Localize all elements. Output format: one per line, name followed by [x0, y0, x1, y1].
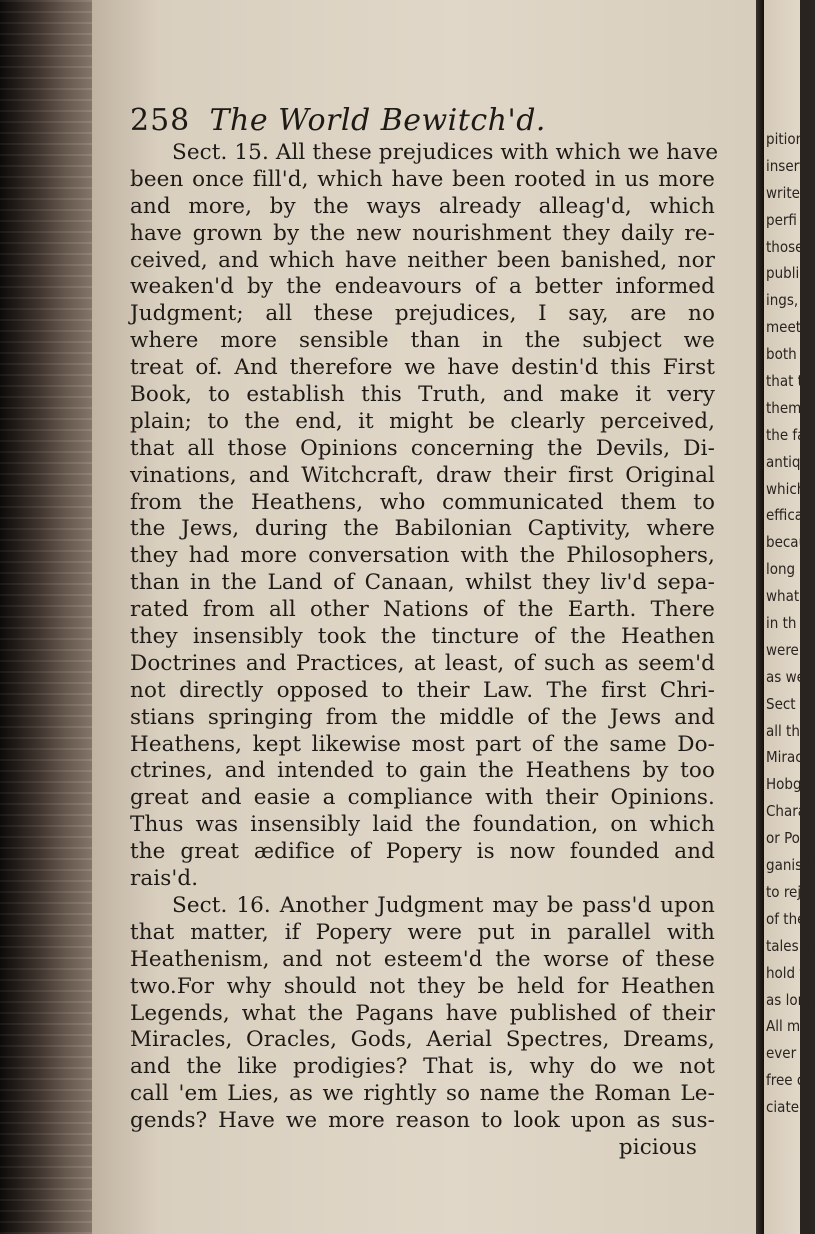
text-line: they had more conversation with the Philosophers, — [130, 543, 715, 569]
fragment-line: what — [766, 587, 800, 606]
fragment-line: as wel — [766, 667, 809, 686]
fragment-line: insert — [766, 156, 805, 175]
fragment-line: tales a — [766, 936, 812, 955]
book-page — [92, 0, 756, 1234]
body-text — [130, 140, 719, 1162]
text-line: weaken'd by the endeavours of a better informed — [130, 274, 715, 300]
fragment-line: Hobg — [766, 775, 802, 794]
text-line: Thus was insensibly laid the foundation, on which — [130, 812, 715, 838]
fragment-line: antiq — [766, 452, 801, 471]
text-line: ctrines, and intended to gain the Heathens by too — [130, 758, 715, 784]
text-line: Sect. 15. All these prejudices with which we have — [172, 140, 719, 165]
text-line: rated from all other Nations of the Earth. There — [130, 597, 715, 623]
text-line: Heathenism, and not esteem'd the worse of these — [130, 946, 715, 972]
text-line: rais'd. — [130, 866, 199, 892]
text-line: not directly opposed to their Law. The first Chri- — [130, 677, 715, 703]
gutter-texture — [0, 0, 92, 1234]
fragment-line: to reje — [766, 882, 810, 901]
text-line: Sect. 16. Another Judgment may be pass'd upon — [172, 892, 715, 918]
text-line: Book, to establish this Truth, and make it very — [130, 382, 715, 408]
text-line: that all those Opinions concerning the Devils, Di- — [130, 435, 715, 461]
text-line: gends? Have we more reason to look upon as sus- — [130, 1108, 715, 1134]
fragment-line: efficac — [766, 506, 811, 525]
fragment-line: or Po — [766, 829, 800, 848]
fragment-line: were — [766, 640, 799, 659]
fragment-line: all th — [766, 721, 800, 740]
fragment-line: All m — [766, 1017, 801, 1036]
text-line: two.For why should not they be held for Heathen — [130, 973, 715, 999]
text-line: Miracles, Oracles, Gods, Aerial Spectres, Dreams, — [130, 1027, 715, 1053]
fragment-line: long — [766, 560, 796, 579]
text-line: Heathens, kept likewise most part of the same Do- — [130, 731, 715, 757]
fragment-line: both t — [766, 345, 807, 364]
fragment-line: of the — [766, 909, 806, 928]
fragment-line: that t — [766, 372, 803, 391]
fragment-line: ciate S — [766, 1098, 812, 1117]
text-line: been once fill'd, which have been rooted in us more — [130, 166, 715, 192]
next-page-fragments — [766, 126, 815, 1121]
text-line: and the like prodigies? That is, why do we not — [130, 1054, 715, 1080]
next-page-edge — [764, 0, 815, 1234]
text-line: and more, by the ways already alleag'd, which — [130, 193, 715, 219]
fragment-line: Mirac — [766, 748, 803, 767]
fragment-line: in th — [766, 614, 797, 633]
text-line: where more sensible than in the subject we — [130, 328, 715, 354]
text-line: they insensibly took the tincture of the Heathen — [130, 624, 715, 650]
fragment-line: pition — [766, 130, 805, 148]
fragment-line: Sect — [766, 694, 796, 713]
fragment-line: those — [766, 237, 804, 256]
fragment-line: becaus — [766, 533, 815, 552]
fragment-line: the fa — [766, 425, 806, 444]
fragment-line: which — [766, 479, 806, 498]
fragment-line: write — [766, 183, 800, 202]
fragment-line: free o — [766, 1071, 806, 1090]
text-line: plain; to the end, it might be clearly perceived, — [130, 408, 715, 434]
text-line: vinations, and Witchcraft, draw their first Original — [130, 462, 715, 488]
text-line: than in the Land of Canaan, whilst they liv'd sepa- — [130, 570, 715, 596]
fragment-line: meet — [766, 318, 802, 337]
page-number: 258 — [130, 103, 191, 138]
fragment-line: ings, — [766, 291, 799, 310]
text-line: Legends, what the Pagans have published of their — [130, 1000, 715, 1026]
fragment-line: publi — [766, 264, 800, 283]
text-line: have grown by the new nourishment they daily re- — [130, 220, 715, 246]
fragment-line: as long — [766, 990, 815, 1009]
text-line: the Jews, during the Babilonian Captivity, where — [130, 516, 715, 542]
fragment-line: ganism — [766, 856, 815, 875]
text-line: the great ædifice of Popery is now founded and — [130, 839, 715, 865]
text-line: Doctrines and Practices, at least, of such as seem'd — [130, 650, 715, 676]
page-gutter-gap — [756, 0, 764, 1234]
fragment-line: them, — [766, 398, 806, 417]
text-line: ceived, and which have neither been banished, nor — [130, 247, 715, 273]
text-line: stians springing from the middle of the Jews and — [130, 704, 715, 730]
fragment-line: perfi — [766, 210, 797, 229]
text-line: call 'em Lies, as we rightly so name the Roman Le- — [130, 1081, 715, 1107]
fragment-line: hold t — [766, 963, 805, 982]
text-line: Judgment; all these prejudices, I say, are no — [130, 301, 715, 327]
fragment-line: Chara — [766, 802, 807, 821]
running-title: The World Bewitch'd. — [209, 103, 546, 138]
text-line: great and easie a compliance with their Opinions. — [130, 785, 715, 811]
fragment-line: ever it — [766, 1044, 810, 1063]
text-line: from the Heathens, who communicated them to — [130, 489, 715, 515]
text-line: treat of. And therefore we have destin'd this First — [130, 355, 715, 381]
text-line: that matter, if Popery were put in parallel with — [130, 919, 715, 945]
catchword: picious — [618, 1134, 697, 1160]
running-head — [130, 103, 690, 143]
